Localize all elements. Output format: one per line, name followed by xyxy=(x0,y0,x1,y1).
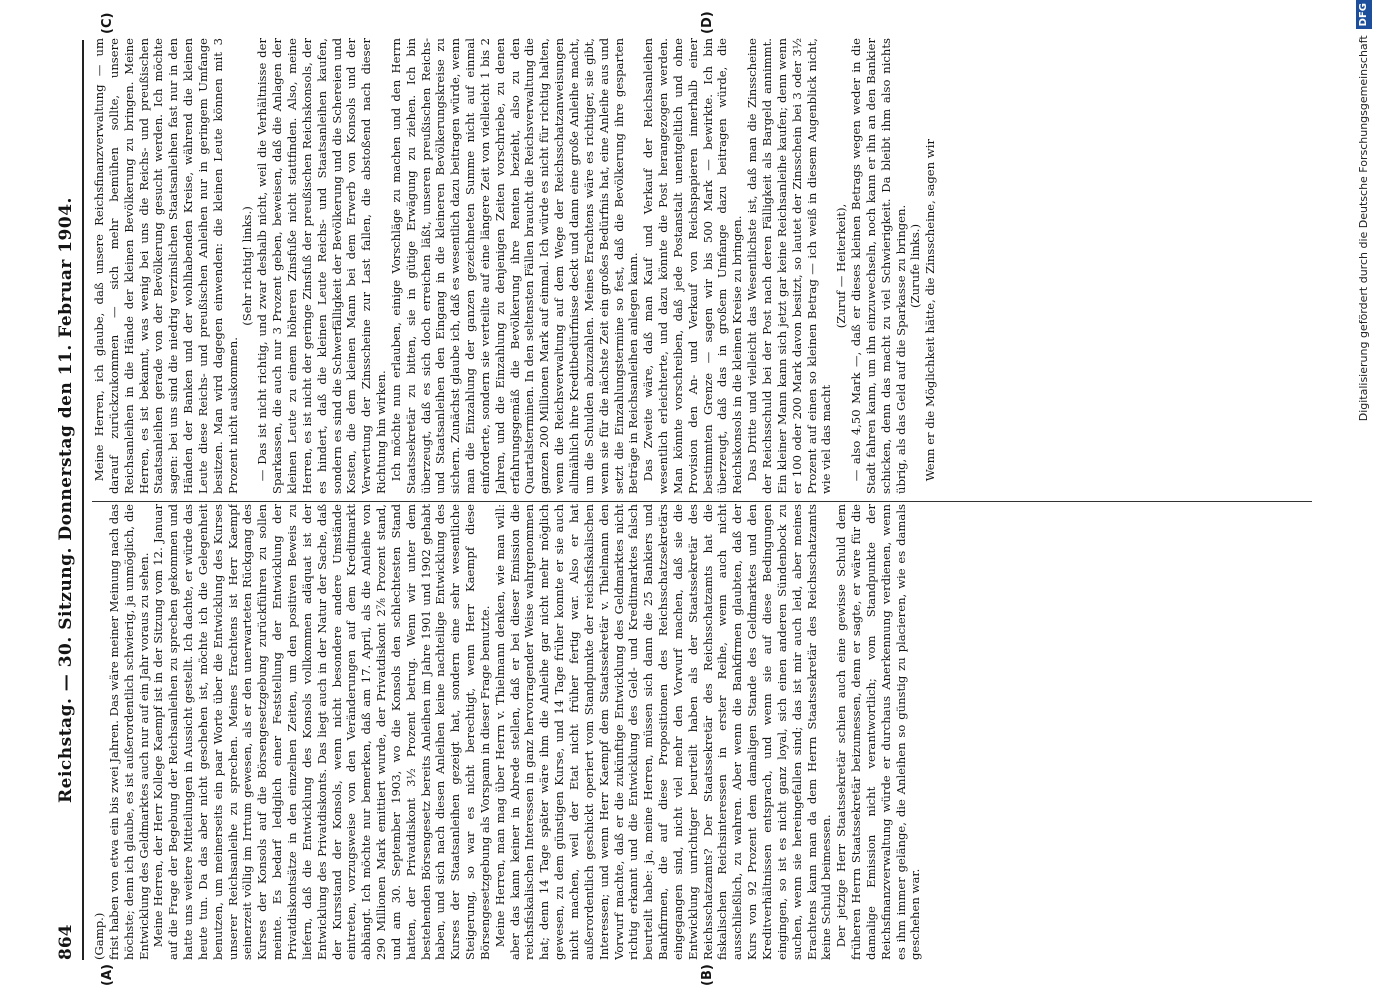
paragraph: Meine Herren, der Herr Kollege Kaempf ist in der Sitzung vom 12. Januar auf die Frage der Begebung der Reichsanleihen zu sprechen gekommen und hatte uns weitere Mitteilungen in Aussicht gestellt. Ich dachte, er würde das heute tun. Da das aber nicht geschehen ist, möchte ich die Gelegenheit benutzen, um meinerseits ein paar Worte über die Entwicklung des Kurses unserer Reichsanleihe zu sprechen. Meines Erachtens ist Herr Kaempf seinerzeit völlig im Irrtum gewesen, als er den unerwarteten Rückgang des Kurses der Konsols auf die Börsengesetzgebung zurückführen zu sollen meinte. Es bedarf lediglich einer Feststellung der Entwicklung der Privatdiskontsätze in den einzelnen Zeiten, um den positiven Beweis zu liefern, daß die Entwicklung des Konsols vollkommen adäquat ist der Entwicklung des Privatdiskonts. Das liegt auch in der Natur der Sache, daß der Kursstand der Konsols, wenn nicht besondere andere Umstände eintreten, vorzugsweise von den Veränderungen auf dem Kreditmarkt abhängt. Ich möchte nur bemerken, daß am 17. April, als die Anleihe von 290 Millionen Mark emittiert wurde, der Privatdiskont 2⅞ Prozent stand, und am 30. September 1903, wo die Konsols den schlechtesten Stand hatten, der Privatdiskont 3½ Prozent betrug. Wenn wir unter dem bestehenden Börsengesetz bereits Anleihen im Jahre 1901 und 1902 gehabt haben, und sich nach diesen Anleihen keine nachteilige Entwicklung des Kurses der Staatsanleihen gezeigt hat, sondern eine sehr wesentliche Steigerung, so war es nicht berechtigt, wenn Herr Kaempf diese Börsengesetzgebung als Vorspann in dieser Frage benutzte. xyxy=(151,504,492,960)
paragraph: frist haben von etwa ein bis zwei Jahren. Das wäre meiner Meinung nach das höchste; denn ich glaube, es ist außerordentlich schwierig, ja unmöglich, die Entwicklung des Geldmarktes auch nur auf ein Jahr voraus zu sehen. xyxy=(106,504,151,960)
margin-marker-c: (C) xyxy=(100,12,115,34)
paragraph: Das Dritte und vielleicht das Wesentlichste ist, daß man die Zinsscheine der Reichsschuld bei der Post nach deren Fälligkeit als Bargeld annimmt. Ein kleiner Mann kann sich jetzt gar keine Reichsanleihe kaufen; denn wenn er 100 oder 200 Mark davon besitzt, so lautet der Zinsschein bei 3 oder 3½ Prozent auf einen so kleinen Betrag — ich weiß in diesem Augenblick nicht, wie viel das macht xyxy=(745,38,834,494)
margin-marker-a: (A) xyxy=(100,964,115,986)
paragraph: (Gamp.) xyxy=(92,912,106,960)
dfg-watermark xyxy=(1350,0,1378,1000)
left-column xyxy=(92,504,1312,960)
paragraph: Das Zweite wäre, daß man Kauf und Verkauf der Reichsanleihen wesentlich erleichterte, und dazu könnte die Post herangezogen werden. Man könnte vorschreiben, daß jede Postanstalt unentgeltlich und ohne Provision den An- und Verkauf von Reichspapieren innerhalb einer bestimmten Grenze — sagen wir bis 500 Mark — bewirkte. Ich bin überzeugt, daß das in großem Umfange dazu beitragen würde, die Reichskonsols in die kleinen Kreise zu bringen. xyxy=(641,38,745,494)
paragraph: Meine Herren, man mag über Herrn v. Thielmann denken, wie man will: aber das kann keiner in Abrede stellen, daß er bei dieser Emission die reichsfiskalischen Interessen in ganz hervorragender Weise wahrgenommen hat; denn 14 Tage später wäre ihm die Anleihe gar nicht mehr möglich gewesen, zu dem günstigen Kurse, und 14 Tage früher konnte er sie auch nicht machen, weil der Etat nicht früher fertig war. Also er hat außerordentlich geschickt operiert vom Standpunkte der reichsfiskalischen Interessen; und wenn Herr Kaempf dem Staatssekretär v. Thielmann den Vorwurf machte, daß er die zukünftige Entwicklung des Geldmarktes nicht richtig erkannt und die Entwicklung des Geld- und Kreditmarktes falsch beurteilt habe: ja, meine Herren, müssen sich dann die 25 Bankiers und Bankfirmen, die auf diese Propositionen des Reichsschatzsekretärs eingegangen sind, nicht viel mehr den Vorwurf machen, daß sie die Entwicklung unrichtiger beurteilt haben als der Staatssekretär des Reichsschatzamts? Der Staatssekretär des Reichsschatzamts hat die fiskalischen Reichsinteressen in erster Reihe, wenn auch nicht ausschließlich, zu wahren. Aber wenn die Bankfirmen glaubten, daß der Kurs von 92 Prozent dem damaligen Stande des Geldmarktes und den Kreditverhältnissen entsprach, und wenn sie auf diese Bedingungen eingingen, so ist es nicht ganz loyal, sich einen anderen Sündenbock zu suchen, wenn sie hereingefallen sind; das ist mir auch leid, aber meines Erachtens kann man da dem Herrn Staatssekretär des Reichsschatzamts keine Schuld beimessen. xyxy=(492,504,834,960)
watermark-text: Digitalisierung gefördert durch die Deutsche Forschungsgemeinschaft xyxy=(1357,35,1370,422)
paragraph: — also 4,50 Mark —, daß er dieses kleinen Betrags wegen weder in die Stadt fahren kann, um ihn einzuwechseln, noch kann er ihn an den Bankier schicken, denn das macht zu viel Schwierigkeit. Da bleibt ihm also nichts übrig, als das Geld auf die Sparkasse zu bringen. xyxy=(849,38,908,494)
right-column xyxy=(92,38,1312,494)
page-number: 864 xyxy=(56,924,76,960)
dfg-logo: DFG xyxy=(1356,0,1372,29)
paragraph: Wenn er die Möglichkeit hätte, die Zinsscheine, sagen wir xyxy=(923,139,938,482)
paragraph: — Das ist nicht richtig, und zwar deshalb nicht, weil die Verhältnisse der Sparkassen, die auch nur 3 Prozent geben, beweisen, daß die Anlagen der kleinen Leute zu einem höheren Zinsfuße nicht stattfinden. Also, meine Herren, es ist nicht der geringe Zinsfuß der preußischen Reichskonsols, der es hindert, daß die kleinen Leute Reichs- und Staatsanleihen kaufen, sondern es sind die Schwerfälligkeit der Bevölkerung und die Schereien und Kosten, die dem kleinen Mann bei dem Erwerb von Konsols und der Verwertung der Zinsscheine zur Last fallen, die abstoßend nach dieser Richtung hin wirken. xyxy=(255,38,389,494)
column-divider xyxy=(92,501,1312,502)
paragraph: Meine Herren, ich glaube, daß unsere Reichsfinanzverwaltung — um darauf zurückzukommen — sich mehr bemühen sollte, unsere Reichsanleihen in die Hände der kleinen Bevölkerung zu bringen. Meine Herren, es ist bekannt, was wenig bei uns die Reichs- und preußischen Staatsanleihen gerade von der Bevölkerung gesucht werden. Ich möchte sagen: bei uns sind die niedrig verzinslichen Staatsanleihen fast nur in den Händen der Banken und der wohlhabenden Kreise, während die kleinen Leute diese Reichs- und preußischen Anleihen nur in geringem Umfange besitzen. Man wird dagegen einwenden: die kleinen Leute können mit 3 Prozent nicht auskommen. xyxy=(92,38,240,494)
header-rule xyxy=(82,40,84,960)
page-title: Reichstag. — 30. Sitzung. Donnerstag den 11. Februar 1904. xyxy=(56,197,76,803)
interjection: (Zurufe links.) xyxy=(908,224,923,308)
margin-marker-b: (B) xyxy=(700,964,715,986)
paragraph: Ich möchte nun erlauben, einige Vorschläge zu machen und den Herrn Staatssekretär zu bitten, sie in gütige Erwägung zu ziehen. Ich bin überzeugt, daß es sich doch erreichen läßt, unseren preußischen Reichs- und Staatsanleihen den Eingang in die kleineren Bevölkerungskreise zu sichern. Zunächst glaube ich, daß es wesentlich dazu beitragen würde, wenn man die Einzahlung der ganzen gezeichneten Summe nicht auf einmal einforderte, sondern sie verteilte auf eine längere Zeit von vielleicht 1 bis 2 Jahren, und die Einzahlung zu denjenigen Zeiten vorschriebe, zu denen erfahrungsgemäß die Bevölkerung ihre Renten bezieht, also zu den Quartalsterminen. In den seltensten Fällen braucht die Reichsverwaltung die ganzen 200 Millionen Mark auf einmal. Ich würde es nicht für richtig halten, wenn die Reichsverwaltung auf dem Wege der Reichsschatzanweisungen allmählich ihre Kreditbedürfnisse deckt und dann eine große Anleihe macht, um die Schulden abzuzahlen. Meines Erachtens wäre es richtiger, sie gibt, wenn sie für die nächste Zeit ein großes Bedürfnis hat, eine Anleihe aus und setzt die Einzahlungstermine so fest, daß die Bevölkerung ihre gesparten Beträge in Reichsanleihen anlegen kann. xyxy=(388,38,641,494)
interjection: (Zuruf — Heiterkeit), xyxy=(834,203,849,329)
interjection: (Sehr richtig! links.) xyxy=(240,206,255,326)
paragraph: Der jetzige Herr Staatssekretär schien auch eine gewisse Schuld dem früheren Herrn Staatssekretär beizumessen, denn er sagte, er wäre für die damalige Emission nicht verantwortlich; vom Standpunkte der Reichsfinanzverwaltung würde er durchaus Anerkennung verdienen, wenn es ihm immer gelänge, die Anleihen so günstig zu placieren, wie es damals geschehen war. xyxy=(834,504,923,960)
margin-marker-d: (D) xyxy=(700,11,715,34)
page-header xyxy=(56,40,86,960)
